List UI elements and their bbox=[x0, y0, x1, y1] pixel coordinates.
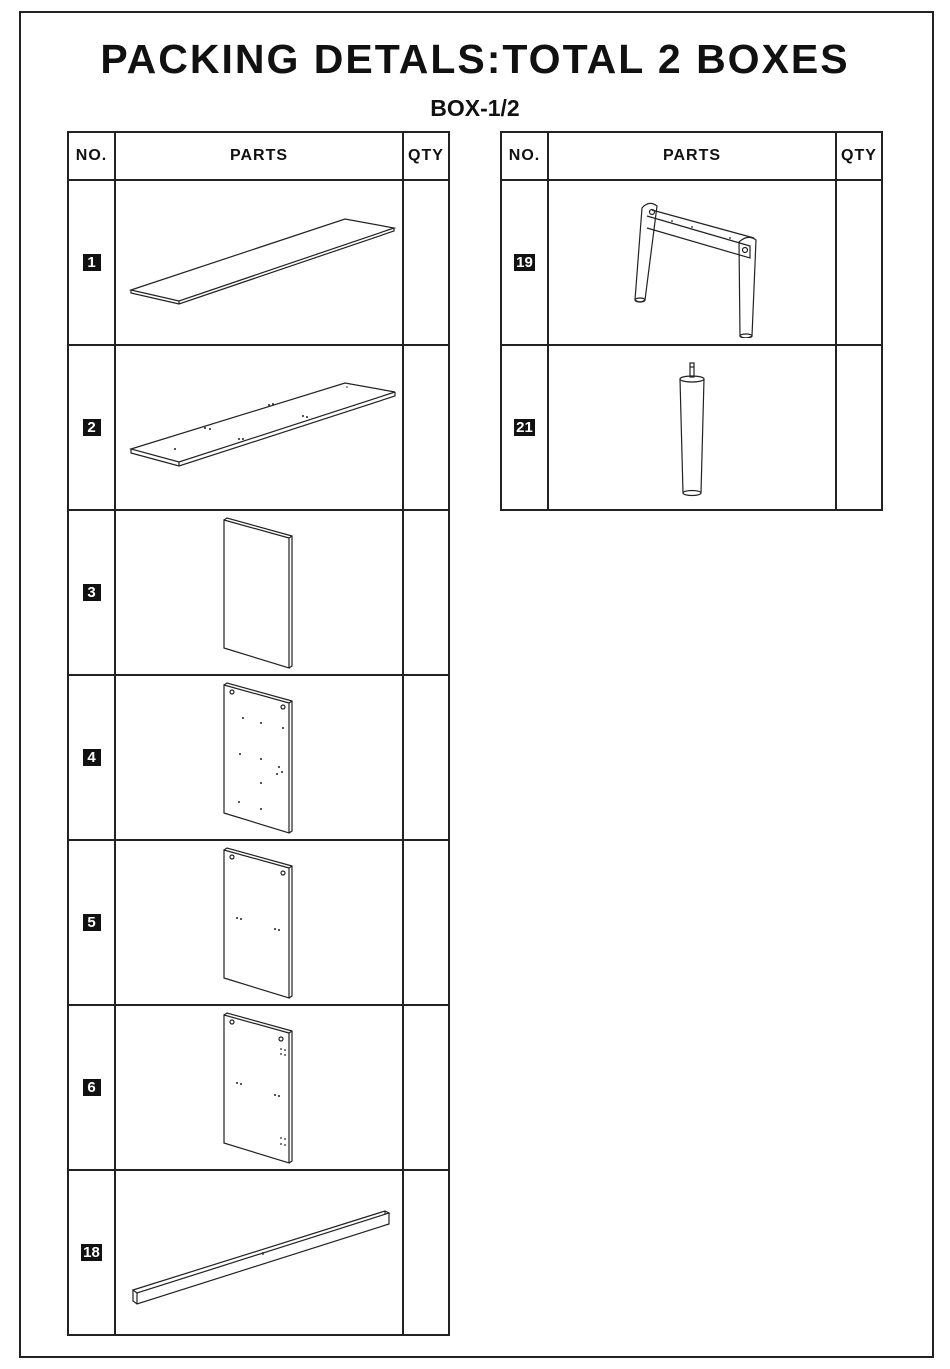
qty-cell bbox=[403, 180, 449, 345]
header-qty: QTY bbox=[836, 132, 882, 180]
part-number-badge: 21 bbox=[516, 418, 533, 436]
side-panel-drilled-drawing bbox=[209, 1009, 309, 1167]
part-number-badge: 18 bbox=[83, 1243, 100, 1261]
bottom-panel-drawing bbox=[119, 373, 399, 483]
part-number-badge: 2 bbox=[83, 419, 101, 436]
table-row bbox=[501, 345, 882, 510]
header-parts: PARTS bbox=[115, 132, 403, 180]
qty-cell bbox=[836, 345, 882, 510]
leg-frame-drawing bbox=[602, 188, 782, 338]
table-row bbox=[68, 1170, 449, 1335]
qty-cell bbox=[403, 510, 449, 675]
plain-panel-drawing bbox=[209, 514, 309, 672]
table-row bbox=[68, 510, 449, 675]
leg-drawing bbox=[662, 353, 722, 503]
header-no: NO. bbox=[501, 132, 548, 180]
part-number-badge: 19 bbox=[516, 253, 533, 271]
part-number-badge: 6 bbox=[83, 1079, 101, 1096]
part-number-badge: 3 bbox=[83, 584, 101, 601]
qty-cell bbox=[836, 180, 882, 345]
drilled-panel-drawing bbox=[209, 679, 309, 837]
qty-cell bbox=[403, 675, 449, 840]
table-row bbox=[501, 180, 882, 345]
page-title: PACKING DETALS:TOTAL 2 BOXES bbox=[100, 36, 850, 82]
table-row bbox=[68, 345, 449, 510]
table-header bbox=[68, 132, 449, 180]
top-panel-drawing bbox=[119, 208, 399, 318]
qty-cell bbox=[403, 1005, 449, 1170]
part-number-badge: 1 bbox=[83, 254, 101, 271]
table-header bbox=[501, 132, 882, 180]
table-row bbox=[68, 675, 449, 840]
qty-cell bbox=[403, 1170, 449, 1335]
parts-table-left bbox=[67, 131, 450, 1336]
part-number-badge: 4 bbox=[83, 749, 101, 766]
qty-cell bbox=[403, 840, 449, 1005]
part-number-badge: 5 bbox=[83, 914, 101, 931]
parts-table-right bbox=[500, 131, 883, 511]
box-subtitle: BOX-1/2 bbox=[430, 95, 520, 121]
header-qty: QTY bbox=[403, 132, 449, 180]
header-parts: PARTS bbox=[548, 132, 836, 180]
side-panel-drawing bbox=[209, 844, 309, 1002]
header-no: NO. bbox=[68, 132, 115, 180]
table-row bbox=[68, 1005, 449, 1170]
table-row bbox=[68, 180, 449, 345]
rail-drawing bbox=[119, 1193, 399, 1313]
table-row bbox=[68, 840, 449, 1005]
qty-cell bbox=[403, 345, 449, 510]
